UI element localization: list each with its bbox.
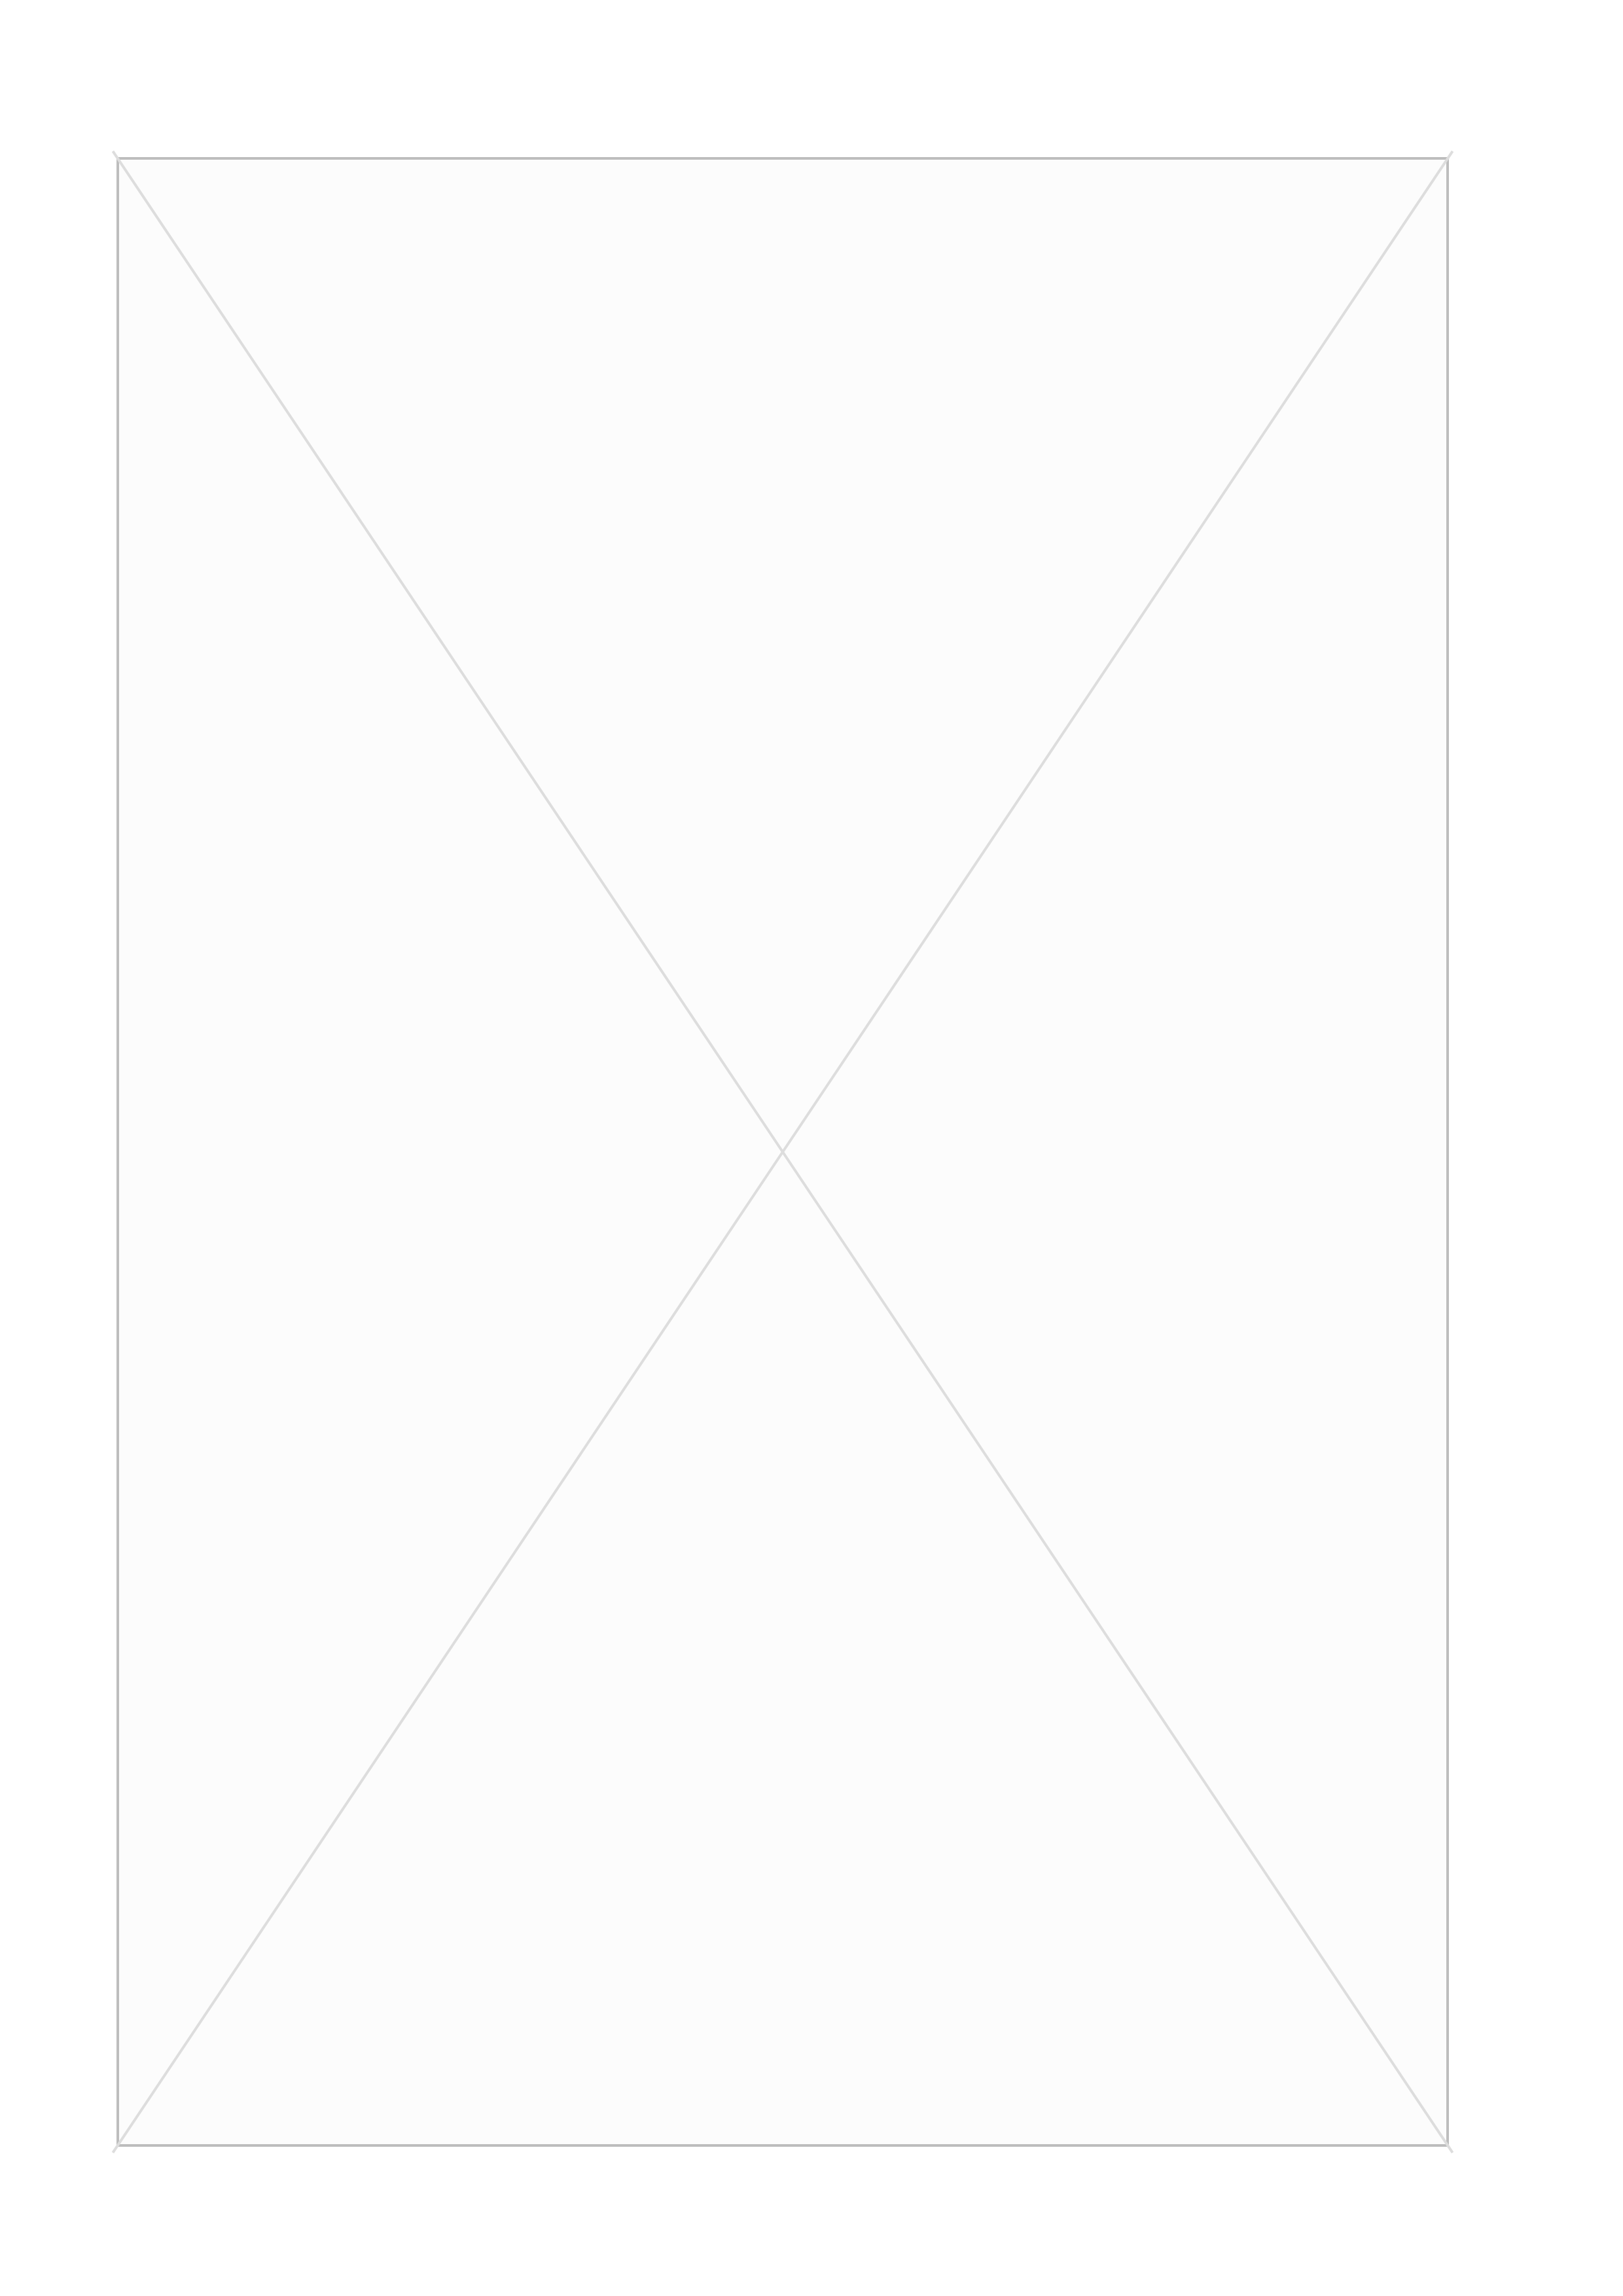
page-placeholder (116, 157, 1449, 2147)
